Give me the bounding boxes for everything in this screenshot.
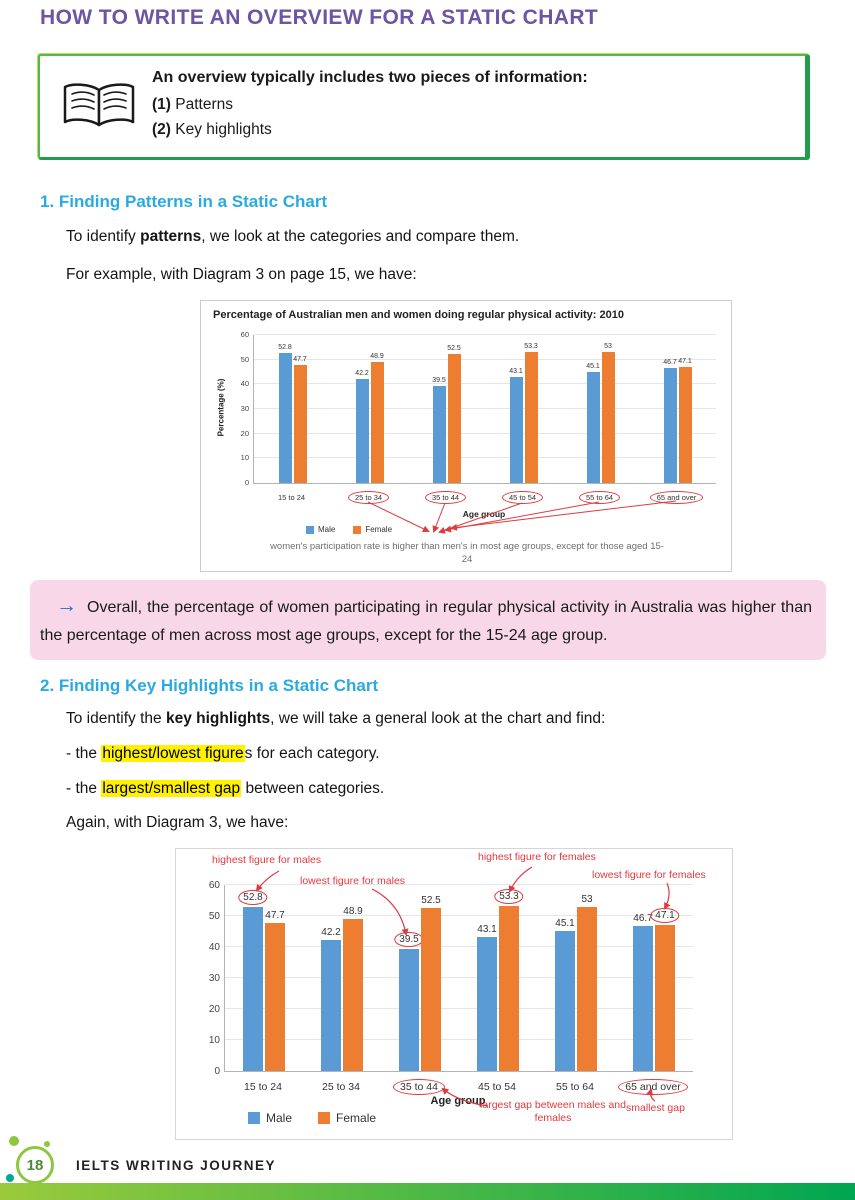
legend-swatch [306,526,314,534]
category-axis [224,1077,692,1095]
section2-bullet1 [66,745,380,763]
text: , we look at the categories and compare them. [201,228,520,245]
bar-male-35-to-44 [432,376,446,483]
x-category-label: 45 to 54 [478,1081,516,1093]
bold-key-highlights: key highlights [165,710,271,727]
overview-item-patterns [152,96,793,114]
x-category-label: 45 to 54 [502,491,543,504]
legend-item-female [353,525,392,534]
x-category-label: 15 to 24 [244,1081,282,1093]
overview-heading: An overview typically includes two pieces of information: [152,69,588,86]
legend-label: Male [266,1111,293,1125]
section1-para1 [66,228,519,246]
takeaway-text: Overall, the percentage of women participating in regular physical activity in Australia was higher than the percentage of men across most age groups, except for the 15-24 age group. [40,599,812,645]
section1-para2: For example, with Diagram 3 on page 15, we have: [66,266,417,283]
bar-male-55-to-64 [555,918,575,1071]
x-axis-label: Age group [462,509,506,519]
y-tick-label: 10 [208,1034,220,1046]
legend-swatch [248,1112,260,1124]
bar-value-label: 53 [581,893,593,905]
bar-value-label: 47.7 [293,356,307,364]
text: To identify [66,228,141,245]
section2-para2: Again, with Diagram 3, we have: [66,814,289,831]
bar-value-label: 43.1 [509,367,523,375]
y-tick-label: 50 [240,354,249,364]
chart-title: Percentage of Australian men and women doing regular physical activity: 2010 [213,309,624,321]
bar-female-45-to-54 [524,342,538,483]
bar-value-label: 45.1 [555,918,575,930]
bar-female-65-and-over [655,910,675,1071]
section2-bullet2 [66,780,384,798]
x-category-label: 55 to 64 [579,491,620,504]
bar-female-55-to-64 [577,893,597,1071]
y-tick-label: 20 [240,428,249,438]
bar-female-55-to-64 [602,343,615,483]
plot-area [216,330,716,488]
chart1-diagram3 [200,300,732,572]
x-category-label: 25 to 34 [348,491,389,504]
bar-value-label: 48.9 [370,353,384,361]
item-number: (2) [152,121,171,138]
y-tick-label: 30 [240,404,249,414]
footer-brand: IELTS WRITING JOURNEY [76,1158,277,1173]
bar-male-15-to-24 [243,892,263,1071]
bar-female-25-to-34 [370,353,384,483]
bar-value-label: 47.1 [678,357,692,365]
bar-value-label: 45.1 [586,362,600,370]
y-tick-label: 20 [208,1003,220,1015]
annotation-lowest-males: lowest figure for males [300,875,406,887]
x-category-label: 65 and over [618,1079,687,1095]
y-tick-label: 50 [208,910,220,922]
bar-value-label: 53 [604,343,612,351]
bar-male-25-to-34 [321,927,341,1071]
legend-label: Male [318,525,336,534]
overview-box [38,54,810,160]
text: To identify the [66,710,166,727]
bar-value-label: 46.7 [633,913,653,925]
overview-item-key-highlights [152,121,793,139]
bar-female-15-to-24 [293,356,307,483]
bar-value-label: 39.5 [432,376,446,384]
legend-swatch [318,1112,330,1124]
text: , we will take a general look at the chart and find: [270,710,606,727]
decor-dot [6,1174,14,1182]
bar-male-45-to-54 [509,367,523,483]
annotation-highest-females: highest figure for females [478,851,596,863]
legend-item-male [306,525,335,534]
x-category-label: 25 to 34 [322,1081,360,1093]
bar-male-55-to-64 [586,362,600,483]
decor-dot [44,1141,50,1147]
legend-label: Female [365,525,393,534]
legend-label: Female [336,1111,377,1125]
legend-swatch [353,526,361,534]
section1-heading: 1. Finding Patterns in a Static Chart [40,192,328,211]
bar-female-35-to-44 [447,344,461,484]
bar-value-label: 39.5 [394,932,423,947]
section2-heading: 2. Finding Key Highlights in a Static Chart [40,676,379,695]
bar-male-15-to-24 [278,343,292,483]
x-category-label: 35 to 44 [425,491,466,504]
item-label: Key highlights [175,121,272,138]
bar-female-45-to-54 [499,890,519,1071]
legend-item-male [248,1111,292,1125]
bold-patterns: patterns [140,228,202,245]
text: - the [66,745,102,762]
annotation-smallest-gap: smallest gap [626,1102,685,1114]
footer-bar [0,1183,855,1200]
y-tick-label: 40 [240,379,249,389]
bar-value-label: 53.3 [494,889,523,904]
section2-para1 [66,710,605,728]
bar-value-label: 47.1 [650,908,679,923]
chart-legend [248,1111,376,1125]
overview-takeaway [30,580,826,660]
x-category-label: 55 to 64 [556,1081,594,1093]
bar-value-label: 43.1 [477,924,497,936]
bar-value-label: 52.8 [238,890,267,905]
y-tick-label: 60 [208,879,220,891]
x-axis-label: Age group [430,1095,486,1107]
x-category-label: 65 and over [650,491,704,504]
text: between categories. [241,780,385,797]
y-tick-label: 30 [208,972,220,984]
x-category-label: 15 to 24 [277,493,306,502]
bar-male-45-to-54 [477,924,497,1071]
bar-male-35-to-44 [399,933,419,1071]
bar-value-label: 52.5 [447,344,461,352]
y-tick-label: 10 [240,453,249,463]
bar-female-15-to-24 [265,910,285,1071]
y-tick-label: 0 [214,1065,220,1077]
x-category-label: 35 to 44 [393,1079,445,1095]
bar-value-label: 52.5 [421,895,441,907]
bar-value-label: 42.2 [321,927,341,939]
category-axis [253,487,715,505]
item-number: (1) [152,96,171,113]
item-label: Patterns [175,96,233,113]
annotation-highest-males: highest figure for males [212,854,322,866]
chart2-key-highlights [175,848,733,1140]
bar-value-label: 53.3 [524,342,538,350]
annotation-largest-gap: largest gap between males and females [480,1099,626,1125]
text: s for each category. [244,745,380,762]
bar-female-25-to-34 [343,906,363,1071]
annotation-lowest-females: lowest figure for females [592,869,706,881]
blue-arrow-icon: → [56,594,77,617]
bar-value-label: 48.9 [343,906,363,918]
bar-male-25-to-34 [355,369,369,483]
bar-value-label: 47.7 [265,910,285,922]
y-tick-label: 40 [208,941,220,953]
pattern-annotation: women's participation rate is higher than men's in most age groups, except for those aged 15-24 [270,541,664,565]
y-tick-label: 60 [240,330,249,340]
bar-value-label: 52.8 [278,343,292,351]
bar-value-label: 42.2 [355,369,369,377]
text: - the [66,780,102,797]
legend-item-female [318,1111,376,1125]
y-tick-label: 0 [244,478,249,488]
bar-male-65-and-over [663,358,677,483]
y-axis-label: Percentage (%) [216,378,226,437]
book-icon [60,80,138,141]
yellow-highlight: largest/smallest gap [102,780,241,797]
bar-female-65-and-over [678,357,692,483]
page-number-badge: 18 [16,1146,54,1184]
page-title: HOW TO WRITE AN OVERVIEW FOR A STATIC CHART [40,6,599,29]
bar-value-label: 46.7 [663,358,677,366]
yellow-highlight: highest/lowest figure [102,745,244,762]
bar-male-65-and-over [633,913,653,1071]
overview-text [152,56,805,139]
decor-dot [9,1136,19,1146]
bar-female-35-to-44 [421,895,441,1071]
chart-legend [306,525,392,534]
